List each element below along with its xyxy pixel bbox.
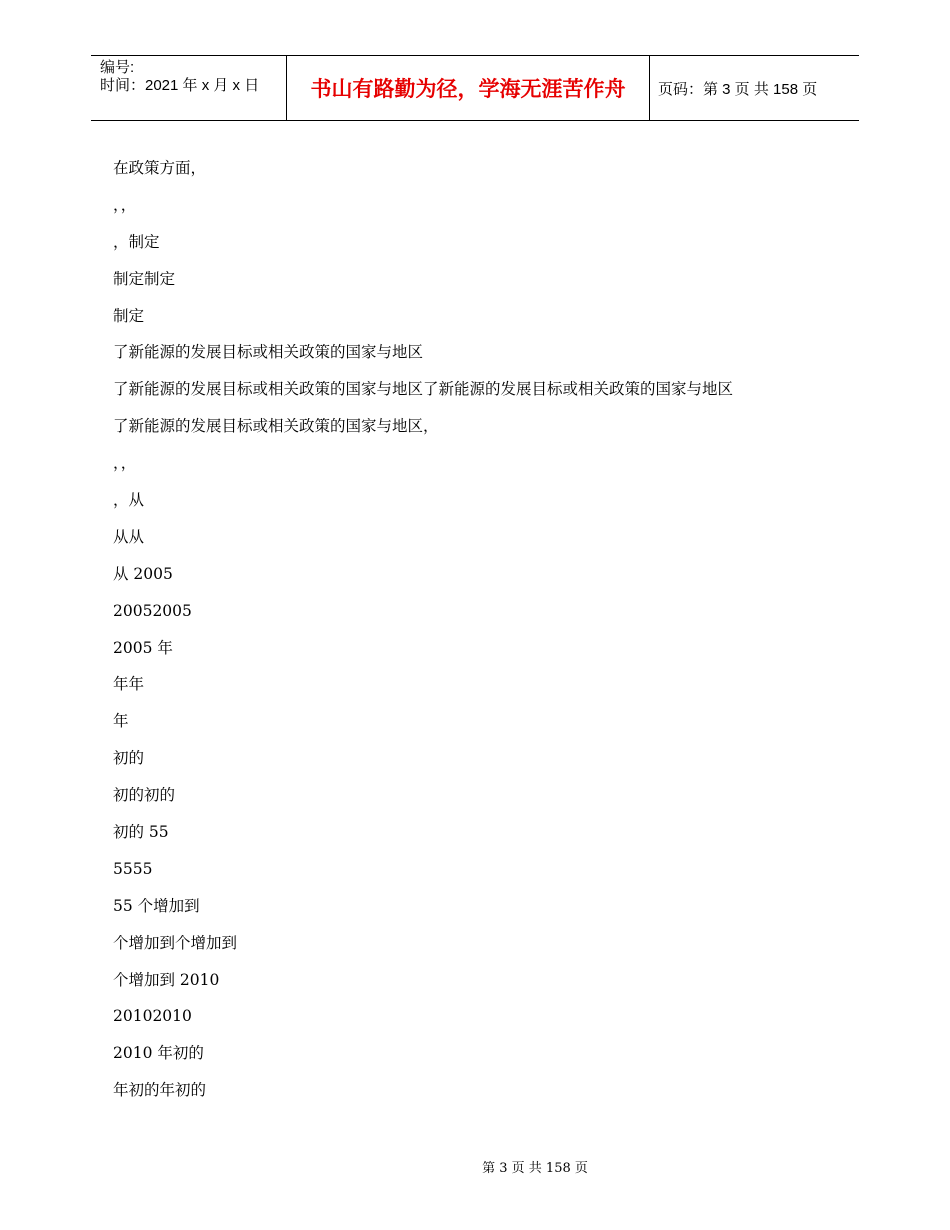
document-header (91, 55, 859, 121)
header-page-info: 页码：第 3 页 共 158 页 (658, 80, 818, 98)
body-line: 了新能源的发展目标或相关政策的国家与地区 (113, 343, 424, 362)
body-line: 了新能源的发展目标或相关政策的国家与地区， (113, 417, 439, 436)
body-line: 了新能源的发展目标或相关政策的国家与地区了新能源的发展目标或相关政策的国家与地区 (113, 380, 734, 399)
body-line: 个增加到 2010 (113, 970, 220, 989)
body-line: 年 (113, 712, 129, 731)
body-line: 初的 55 (113, 823, 169, 842)
header-page-cell (650, 56, 859, 120)
body-line: 20102010 (113, 1007, 192, 1026)
body-line: 制定制定 (113, 269, 176, 288)
document-time-label: 时间：2021 年 x 月 x 日 (100, 77, 260, 94)
document-code-label: 编号: (100, 59, 135, 76)
header-motto: 书山有路勤为径，学海无涯苦作舟 (310, 77, 626, 101)
body-line: 初的 (113, 749, 145, 768)
body-line: 从从 (113, 527, 145, 546)
body-line: 2010 年初的 (113, 1044, 204, 1063)
body-line: ，从 (113, 491, 145, 510)
body-line: ，制定 (113, 232, 160, 251)
page-footer: 第 3 页 共 158 页 (482, 1161, 588, 1176)
header-meta-cell (91, 56, 287, 120)
body-line: 55 个增加到 (113, 896, 200, 915)
body-line: ，， (113, 454, 137, 473)
body-line: 个增加到个增加到 (113, 933, 238, 952)
body-line: 制定 (113, 306, 145, 325)
body-line: 年年 (113, 675, 145, 694)
body-line: 年初的年初的 (113, 1081, 207, 1100)
body-line: 20052005 (113, 601, 192, 620)
header-motto-cell (287, 56, 650, 120)
body-line: 5555 (113, 859, 153, 878)
body-line: 初的初的 (113, 786, 176, 805)
document-body (113, 157, 853, 1116)
body-line: ，， (113, 195, 137, 214)
body-line: 从 2005 (113, 564, 173, 583)
body-line: 2005 年 (113, 638, 173, 657)
body-line: 在政策方面， (113, 159, 207, 177)
